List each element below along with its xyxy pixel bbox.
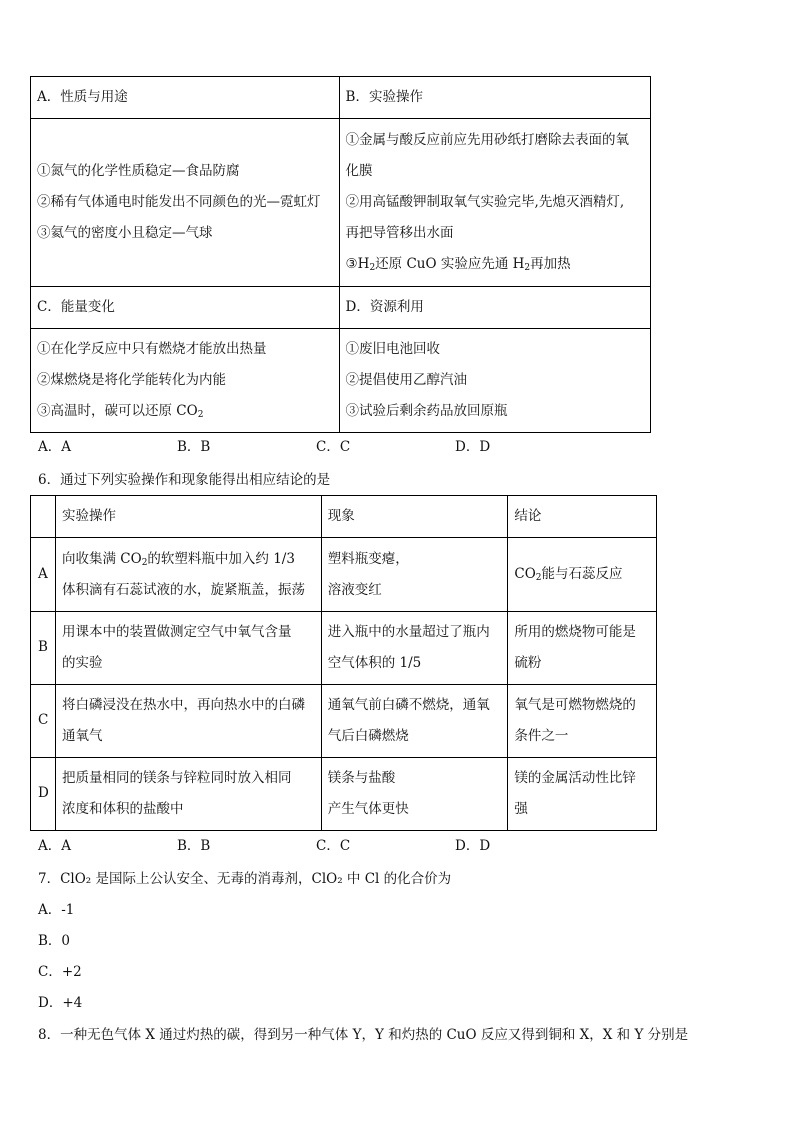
q5-cell-a-body (31, 119, 340, 287)
q6-row-d-tag: D (31, 758, 56, 831)
q6-row-c-tag: C (31, 685, 56, 758)
q6-row-b-tag: B (31, 612, 56, 685)
q5-cell-b-head (339, 77, 650, 119)
q5-choice-b[interactable]: B．B (177, 439, 211, 455)
q5-b-item-2: ②用高锰酸钾制取氧气实验完毕,先熄灭酒精灯, (345, 194, 625, 210)
q6-row-b-concl: 所用的燃烧物可能是 硫粉 (508, 612, 657, 685)
q6-row-a-concl: $CO_2$能与石蕊反应 (508, 538, 657, 612)
q5-choice-d[interactable]: D．D (455, 439, 491, 455)
q6-row-b-op: 用课本中的装置做测定空气中氧气含量 的实验 (55, 612, 321, 685)
q8-stem: 8．一种无色气体 X 通过灼热的碳，得到另一种气体 Y，Y 和灼热的 CuO 反应又得到铜和 X，X 和 Y 分别是 (38, 1027, 689, 1043)
q5-b-item-1: ①金属与酸反应前应先用砂纸打磨除去表面的氧 (345, 132, 630, 148)
q5-d-item-3: ③试验后剩余药品放回原瓶 (345, 403, 508, 419)
q6-row-c-concl: 氧气是可燃物燃烧的 条件之一 (508, 685, 657, 758)
q5-table (30, 76, 651, 433)
q5-d-item-2: ②提倡使用乙醇汽油 (345, 372, 468, 388)
q6-head-op: 实验操作 (55, 496, 321, 538)
q6-row-d-op: 把质量相同的镁条与锌粒同时放入相同 浓度和体积的盐酸中 (55, 758, 321, 831)
q7-stem: 7．ClO₂ 是国际上公认安全、无毒的消毒剂，ClO₂ 中 Cl 的化合价为 (38, 871, 452, 887)
q5-a-head: A．性质与用途 (37, 88, 128, 105)
q7-option-a[interactable]: A．-1 (38, 902, 75, 918)
table-row (31, 538, 657, 612)
q5-cell-a-head (31, 77, 340, 119)
q6-row-c-phen: 通氧气前白磷不燃烧，通氧 气后白磷燃烧 (321, 685, 508, 758)
q5-cell-b-body (339, 119, 650, 287)
q5-c-item-2: ②煤燃烧是将化学能转化为内能 (37, 372, 226, 388)
q7-option-c[interactable]: C．+2 (38, 964, 82, 980)
q6-head-concl: 结论 (508, 496, 657, 538)
q7-option-b[interactable]: B．0 (38, 933, 71, 949)
q5-choices (38, 441, 594, 455)
q5-b-item-3: $③H_2$还原 CuO 实验应先通 $H_2$再加热 (345, 256, 571, 273)
q5-a-item-2: ②稀有气体通电时能发出不同颜色的光—霓虹灯 (37, 194, 321, 210)
q5-cell-c-head (31, 287, 340, 329)
q5-b-head: B．实验操作 (345, 88, 423, 105)
q6-row-b-phen: 进入瓶中的水量超过了瓶内 空气体积的 1/5 (321, 612, 508, 685)
q5-d-item-1: ①废旧电池回收 (345, 341, 441, 357)
table-row (31, 612, 657, 685)
q6-row-c-op: 将白磷浸没在热水中，再向热水中的白磷 通氧气 (55, 685, 321, 758)
q6-choice-c[interactable]: C．C (316, 838, 351, 854)
q5-b-item-1-cont: 化膜 (345, 163, 373, 179)
q5-choice-a[interactable]: A．A (38, 439, 71, 455)
q6-row-d-concl: 镁的金属活动性比锌 强 (508, 758, 657, 831)
q5-cell-c-body (31, 329, 340, 433)
table-row (31, 758, 657, 831)
q6-row-a-op: 向收集满 $CO_2$的软塑料瓶中加入约 1/3 体积滴有石蕊试液的水，旋紧瓶盖，振荡 (55, 538, 321, 612)
q6-row-d-phen: 镁条与盐酸 产生气体更快 (321, 758, 508, 831)
q5-choice-c[interactable]: C．C (316, 439, 351, 455)
q6-choices (38, 840, 594, 854)
q6-row-a-tag: A (31, 538, 56, 612)
q5-c-item-3: ③高温时，碳可以还原 $CO_2$ (37, 403, 204, 420)
q6-table (30, 495, 657, 831)
q6-choice-d[interactable]: D．D (455, 838, 491, 854)
q5-c-head: C．能量变化 (37, 298, 115, 315)
q6-choice-a[interactable]: A．A (38, 838, 71, 854)
q5-c-item-1: ①在化学反应中只有燃烧才能放出热量 (37, 341, 267, 357)
q5-cell-d-body (339, 329, 650, 433)
q6-head-phen: 现象 (321, 496, 508, 538)
q7-option-d[interactable]: D．+4 (38, 995, 83, 1011)
q5-cell-d-head (339, 287, 650, 329)
q5-b-item-2-cont: 再把导管移出水面 (345, 225, 454, 241)
q6-stem: 6．通过下列实验操作和现象能得出相应结论的是 (38, 472, 331, 488)
q5-a-item-1: ①氮气的化学性质稳定—食品防腐 (37, 163, 240, 179)
q6-head-blank (31, 496, 56, 538)
table-row (31, 685, 657, 758)
q6-row-a-phen: 塑料瓶变瘪， 溶液变红 (321, 538, 508, 612)
q5-d-head: D．资源利用 (345, 298, 424, 315)
q6-choice-b[interactable]: B．B (177, 838, 211, 854)
q5-a-item-3: ③氦气的密度小且稳定—气球 (37, 225, 213, 241)
